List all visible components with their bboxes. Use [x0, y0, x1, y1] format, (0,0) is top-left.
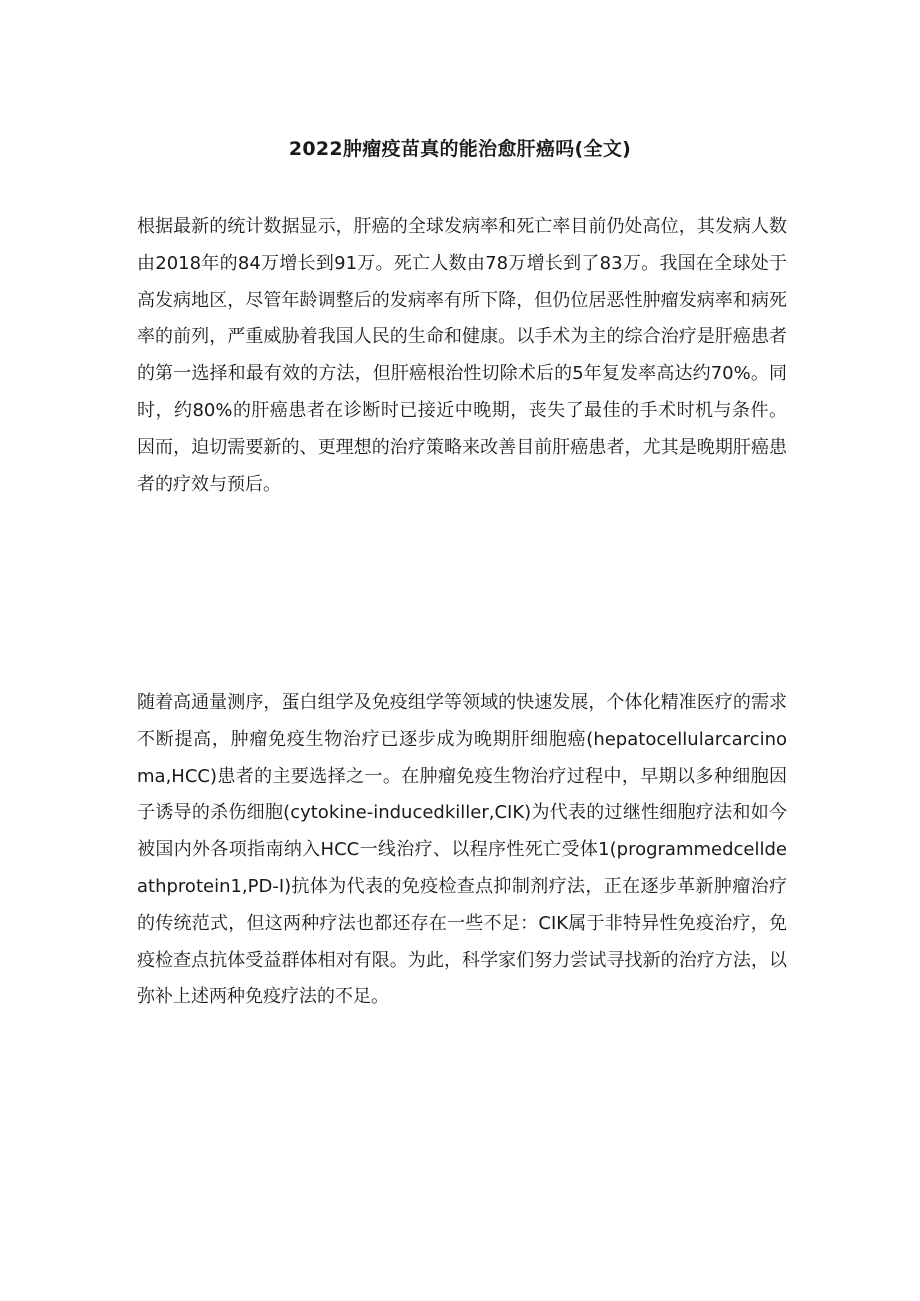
paragraph-liver-cancer-statistics: 根据最新的统计数据显示，肝癌的全球发病率和死亡率目前仍处高位，其发病人数由2018年的84万增长到91万。死亡人数由78万增长到了83万。我国在全球处于高发病地区，尽管年龄调整后的发病率有所下降，但仍位居恶性肿瘤发病率和病死率的前列，严重威胁着我国人民的生命和健康。以手术为主的综合治疗是肝癌患者的第一选择和最有效的方法，但肝癌根治性切除术后的5年复发率高达约70%。同时，约80%的肝癌患者在诊断时已接近中晚期，丧失了最佳的手术时机与条件。因而，迫切需要新的、更理想的治疗策略来改善目前肝癌患者，尤其是晚期肝癌患者的疗效与预后。	[137, 216, 787, 495]
document-title: 2022肿瘤疫苗真的能治愈肝癌吗(全文)	[288, 137, 632, 160]
paragraph-immunotherapy-background: 随着高通量测序，蛋白组学及免疫组学等领域的快速发展，个体化精准医疗的需求不断提高，肿瘤免疫生物治疗已逐步成为晚期肝细胞癌(hepatocellularcarcinoma,HCC)患者的主要选择之一。在肿瘤免疫生物治疗过程中，早期以多种细胞因子诱导的杀伤细胞(cytokine-inducedkiller,CIK)为代表的过继性细胞疗法和如今被国内外各项指南纳入HCC一线治疗、以程序性死亡受体1(programmedcelldeathprotein1,PD-I)抗体为代表的免疫检查点抑制剂疗法，正在逐步革新肿瘤治疗的传统范式，但这两种疗法也都还存在一些不足：CIK属于非特异性免疫治疗，免疫检查点抗体受益群体相对有限。为此，科学家们努力尝试寻找新的治疗方法，以弥补上述两种免疫疗法的不足。	[137, 692, 787, 1008]
